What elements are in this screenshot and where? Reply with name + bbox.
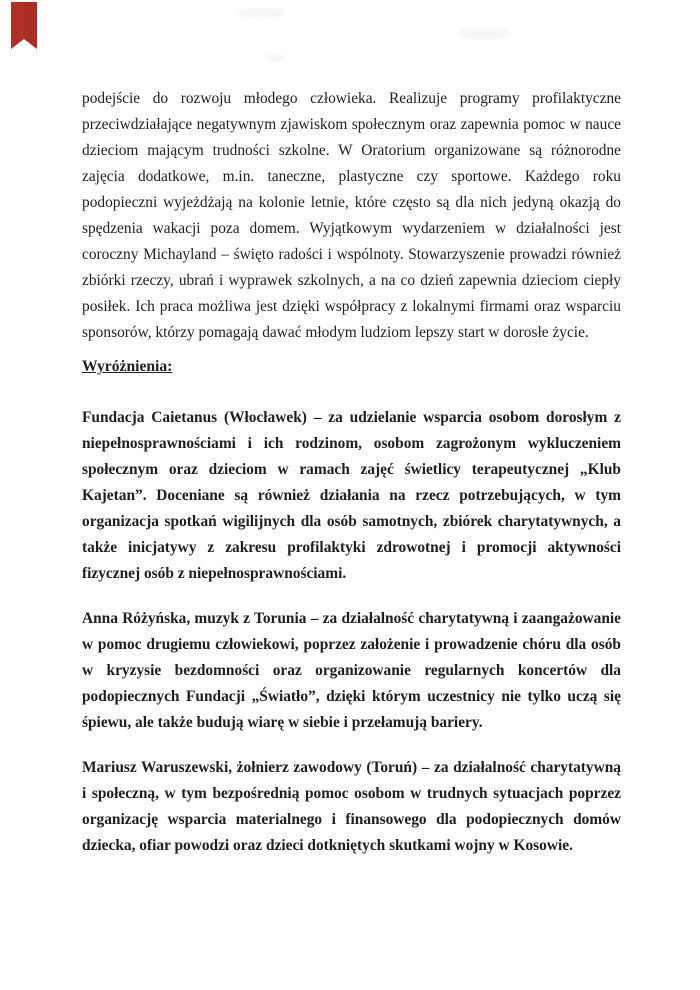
award-paragraph-anna-rozynska: Anna Różyńska, muzyk z Torunia – za działalność charytatywną i zaangażowanie w pomoc drugiemu człowiekowi, poprzez założenie i prowadzenie chóru dla osób w kryzysie bezdomności oraz organizowanie regularnych koncertów dla podopiecznych Fundacji „Światło”, dzięki którym uczestnicy nie tylko uczą się śpiewu, ale także budują wiarę w siebie i przełamują bariery.	[82, 610, 621, 731]
document-text-block	[82, 86, 621, 859]
award-paragraph-fundacja-caietanus: Fundacja Caietanus (Włocławek) – za udzielanie wsparcia osobom dorosłym z niepełnosprawnościami i ich rodzinom, osobom zagrożonym wykluczeniem społecznym oraz dzieciom w ramach zajęć świetlicy terapeutycznej „Klub Kajetan”. Doceniane są również działania na rzecz potrzebujących, w tym organizacja spotkań wigilijnych dla osób samotnych, zbiórek charytatywnych, a także inicjatywy z zakresu profilaktyki zdrowotnej i promocji aktywności fizycznej osób z niepełnosprawnościami.	[82, 409, 621, 582]
intro-paragraph: podejście do rozwoju młodego człowieka. Realizuje programy profilaktyczne przeciwdziałające negatywnym zjawiskom społecznym oraz zapewnia pomoc w nauce dzieciom mającym trudności szkolne. W Oratorium organizowane są różnorodne zajęcia dodatkowe, m.in. taneczne, plastyczne czy sportowe. Każdego roku podopieczni wyjeżdżają na kolonie letnie, które często są dla nich jedyną okazją do spędzenia wakacji poza domem. Wyjątkowym wydarzeniem w działalności jest coroczny Michayland – święto radości i wspólnoty. Stowarzyszenie prowadzi również zbiórki rzeczy, ubrań i wyprawek szkolnych, a na co dzień zapewnia dzieciom ciepły posiłek. Ich praca możliwa jest dzięki współpracy z lokalnymi firmami oraz wsparciu sponsorów, którzy pomagają dawać młodym ludziom lepszy start w dorosłe życie.	[82, 90, 621, 341]
bookmark-ribbon-fold	[24, 2, 37, 49]
section-heading-wyroznienia: Wyróżnienia:	[82, 358, 173, 375]
heading-row	[82, 354, 621, 405]
award-paragraph-mariusz-waruszewski: Mariusz Waruszewski, żołnierz zawodowy (Toruń) – za działalność charytatywną i społeczną, w tym bezpośrednią pomoc osobom w trudnych sytuacjach poprzez organizację wsparcia materialnego i finansowego dla podopiecznych domów dziecka, ofiar powodzi oraz dzieci dotkniętych skutkami wojny w Kosowie.	[82, 759, 621, 854]
scan-artifact	[266, 54, 284, 62]
bookmark-ribbon-icon	[11, 2, 37, 50]
scan-artifact	[238, 8, 284, 18]
scan-artifact	[458, 28, 510, 39]
